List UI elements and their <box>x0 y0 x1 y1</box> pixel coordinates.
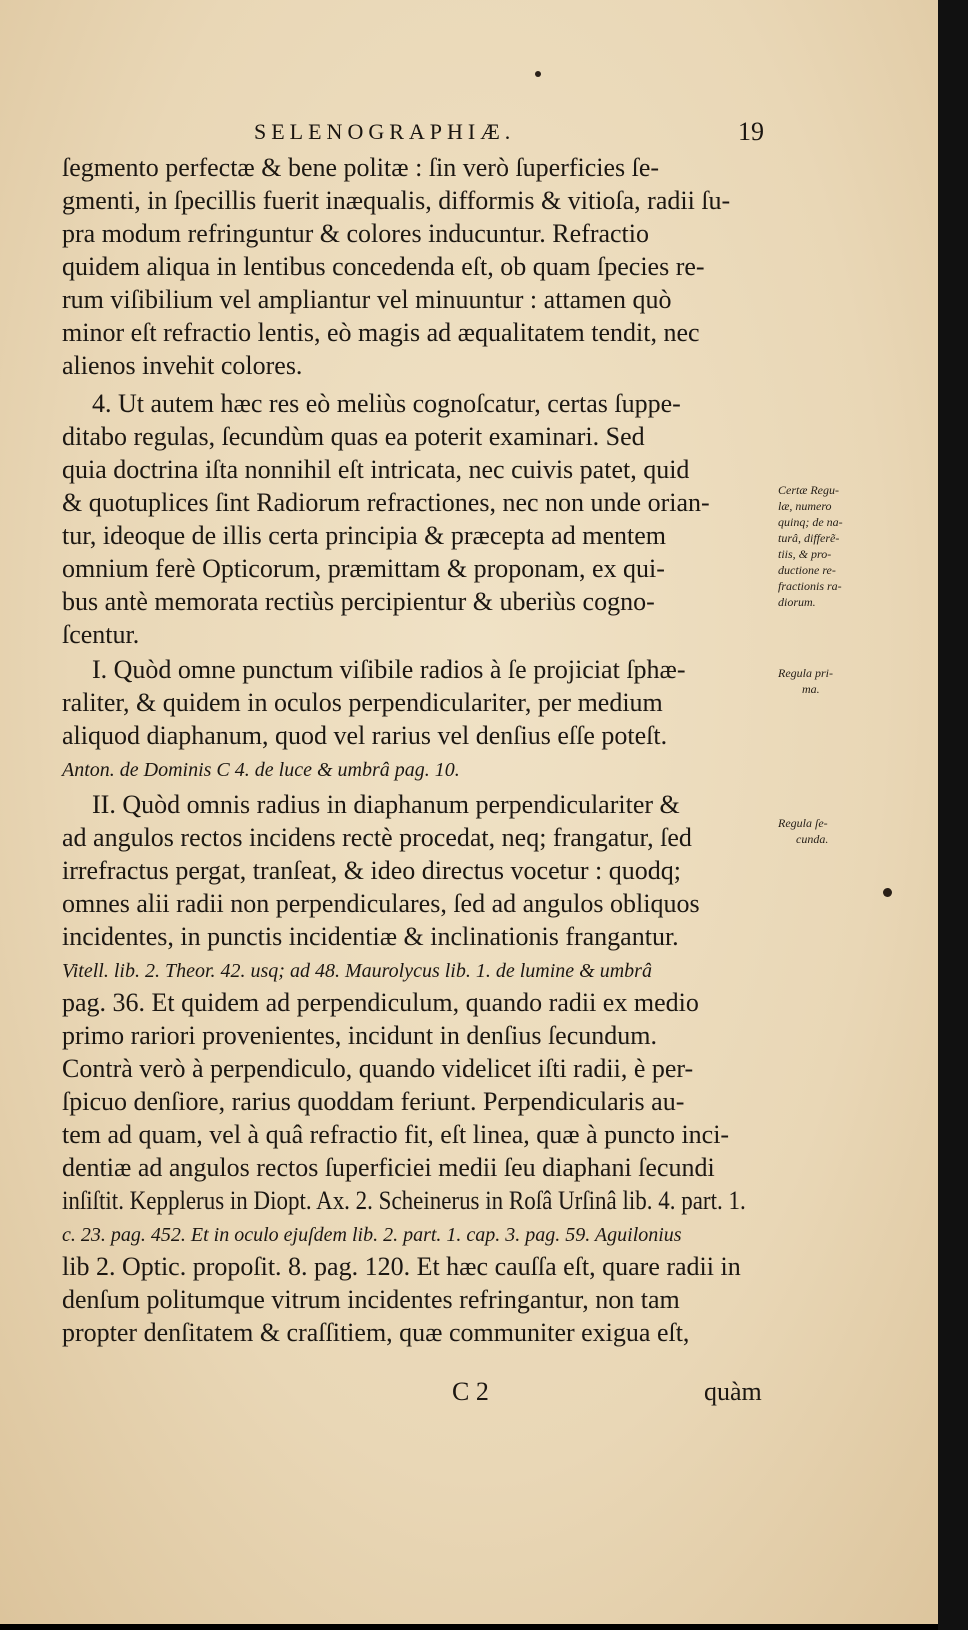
marginal-note-line: Regula pri- <box>778 666 833 680</box>
marginal-note-line: ma. <box>802 682 820 696</box>
marginal-note-line: ductione re- <box>778 563 836 577</box>
text-line: 4. Ut autem hæc res eò meliùs cognoſcatur, certas ſuppe- <box>92 389 681 418</box>
text-line: I. Quòd omne punctum viſibile radios à ſe projiciat ſphæ- <box>92 655 686 684</box>
text-line: quidem aliqua in lentibus concedenda eſt, ob quam ſpecies re- <box>62 252 705 281</box>
text-line: quia doctrina iſta nonnihil eſt intricata, nec cuivis patet, quid <box>62 455 690 484</box>
page-edge-shadow <box>938 0 968 1630</box>
text-line: tem ad quam, vel à quâ refractio fit, eſt linea, quæ à puncto inci- <box>62 1120 730 1149</box>
marginal-note-line: cunda. <box>796 832 829 846</box>
marginal-note-line: Certæ Regu- <box>778 483 839 497</box>
text-line: tur, ideoque de illis certa principia & præcepta ad mentem <box>62 521 666 550</box>
marginal-note-line: quinq; de na- <box>778 515 843 529</box>
text-line: raliter, & quidem in oculos perpendiculariter, per medium <box>62 688 663 717</box>
text-line: lib 2. Optic. propoſit. 8. pag. 120. Et hæc cauſſa eſt, quare radii in <box>62 1252 741 1281</box>
marginal-note-line: læ, numero <box>778 499 832 513</box>
ink-speck <box>535 71 541 77</box>
text-line: bus antè memorata rectiùs percipientur & uberiùs cogno- <box>62 587 655 616</box>
text-line: ditabo regulas, ſecundùm quas ea poterit examinari. Sed <box>62 422 645 451</box>
text-line: alienos invehit colores. <box>62 351 303 380</box>
marginal-note <box>778 815 828 847</box>
marginal-note-line: tiis, & pro- <box>778 547 832 561</box>
text-line: aliquod diaphanum, quod vel rarius vel denſius eſſe poteſt. <box>62 721 668 750</box>
running-title: SELENOGRAPHIÆ. <box>254 119 516 144</box>
citation-line: Anton. de Dominis C 4. de luce & umbrâ pag. 10. <box>62 759 460 781</box>
text-line: inſiſtit. Kepplerus in Diopt. Ax. 2. Scheinerus in Roſâ Urſinâ lib. 4. part. 1. <box>62 1186 746 1215</box>
text-line: minor eſt refractio lentis, eò magis ad æqualitatem tendit, nec <box>62 318 700 347</box>
text-line: rum viſibilium vel ampliantur vel minuuntur : attamen quò <box>62 285 672 314</box>
signature-mark: C 2 <box>452 1377 489 1406</box>
text-line: ſcentur. <box>62 620 140 649</box>
ink-speck <box>883 888 892 897</box>
page-number: 19 <box>738 117 764 146</box>
text-line: Contrà verò à perpendiculo, quando videlicet iſti radii, è per- <box>62 1054 694 1083</box>
marginal-note <box>778 482 843 610</box>
text-line: denſum politumque vitrum incidentes refringantur, non tam <box>62 1285 680 1314</box>
marginal-note-line: Regula ſe- <box>778 816 828 830</box>
marginal-note-line: diorum. <box>778 595 816 609</box>
citation-line: c. 23. pag. 452. Et in oculo ejuſdem lib. 2. part. 1. cap. 3. pag. 59. Aguilonius <box>62 1224 682 1246</box>
text-line: pag. 36. Et quidem ad perpendiculum, quando radii ex medio <box>62 988 699 1017</box>
text-line: primo rariori provenientes, incidunt in denſius ſecundum. <box>62 1021 657 1050</box>
text-line: ad angulos rectos incidens rectè procedat, neq; frangatur, ſed <box>62 823 692 852</box>
text-line: omnes alii radii non perpendiculares, ſed ad angulos obliquos <box>62 889 700 918</box>
marginal-note <box>778 665 833 697</box>
text-line: omnium ferè Opticorum, præmittam & proponam, ex qui- <box>62 554 665 583</box>
text-line: pra modum refringuntur & colores inducuntur. Refractio <box>62 219 650 248</box>
text-line: irrefractus pergat, tranſeat, & ideo directus vocetur : quodq; <box>62 856 681 885</box>
citation-line: Vitell. lib. 2. Theor. 42. usq; ad 48. Maurolycus lib. 1. de lumine & umbrâ <box>62 960 652 982</box>
text-line: II. Quòd omnis radius in diaphanum perpendiculariter & <box>92 790 680 819</box>
marginal-note-line: fractionis ra- <box>778 579 842 593</box>
catchword: quàm <box>704 1377 762 1406</box>
text-line: ſpicuo denſiore, rarius quoddam feriunt. Perpendicularis au- <box>62 1087 685 1116</box>
text-line: gmenti, in ſpecillis fuerit inæqualis, difformis & vitioſa, radii ſu- <box>62 186 731 215</box>
marginal-note-line: turâ, differẽ- <box>778 531 840 545</box>
text-line: ſegmento perfectæ & bene politæ : ſin verò ſuperficies ſe- <box>62 153 660 182</box>
text-line: dentiæ ad angulos rectos ſuperficiei medii ſeu diaphani ſecundi <box>62 1153 715 1182</box>
text-line: propter denſitatem & craſſitiem, quæ communiter exigua eſt, <box>62 1318 690 1347</box>
text-line: & quotuplices ſint Radiorum refractiones, nec non unde orian- <box>62 488 710 517</box>
text-line: incidentes, in punctis incidentiæ & inclinationis frangantur. <box>62 922 679 951</box>
